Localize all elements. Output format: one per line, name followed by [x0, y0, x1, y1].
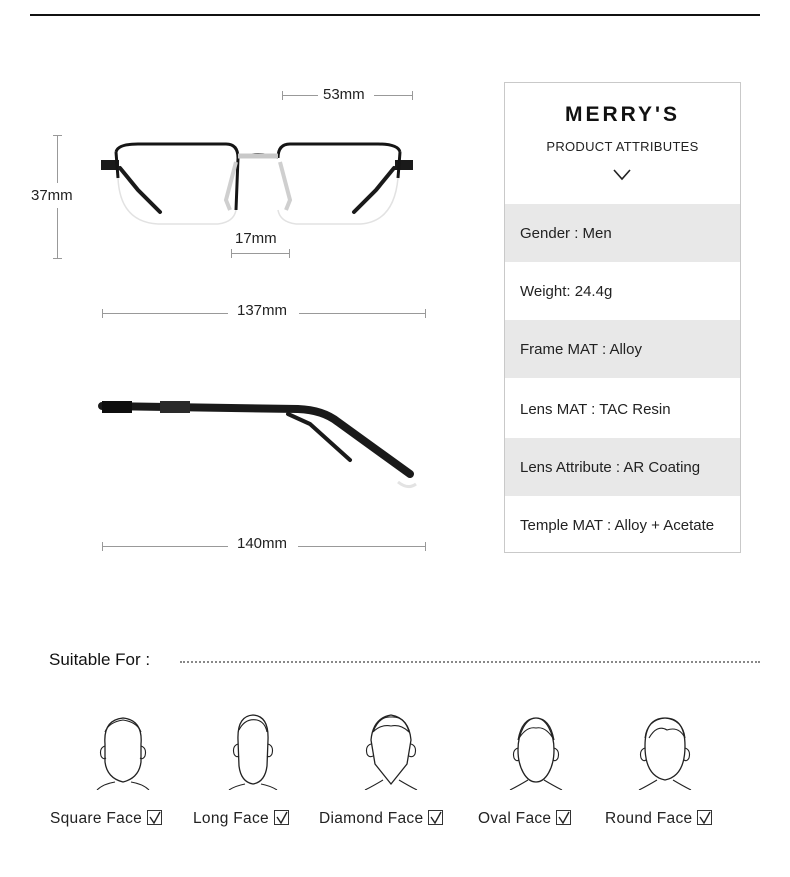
- face-label-text: Square Face: [50, 810, 143, 827]
- lens-width-tick-right: [412, 91, 413, 100]
- face-label-oval: [478, 810, 571, 828]
- attribute-row-lens-attribute: Lens Attribute : AR Coating: [505, 438, 740, 496]
- frame-width-label: 137mm: [237, 302, 288, 319]
- face-label-square: [50, 810, 162, 828]
- bridge-line: [231, 253, 289, 254]
- face-label-text: Long Face: [193, 810, 269, 827]
- temple-length-label: 140mm: [237, 535, 288, 552]
- lens-width-line-left: [282, 95, 318, 96]
- frame-width-tick-left: [102, 309, 103, 318]
- frame-width-line-left: [102, 313, 228, 314]
- lens-height-tick-top: [53, 135, 62, 136]
- face-label-text: Round Face: [605, 810, 693, 827]
- checkmark-icon: [697, 810, 712, 825]
- lens-width-label: 53mm: [323, 86, 365, 103]
- temple-length-line-right: [298, 546, 425, 547]
- checkmark-icon: [556, 810, 571, 825]
- lens-height-label: 37mm: [31, 187, 73, 204]
- face-label-text: Diamond Face: [319, 810, 424, 827]
- chevron-down-icon: [613, 169, 631, 181]
- suitable-for-title: Suitable For :: [49, 650, 151, 669]
- bridge-label: 17mm: [235, 230, 277, 247]
- long-face-icon: [223, 710, 283, 790]
- attribute-row-gender: Gender : Men: [505, 204, 740, 262]
- diamond-face-icon: [361, 710, 421, 790]
- attribute-row-frame-mat: Frame MAT : Alloy: [505, 320, 740, 378]
- attribute-row-weight: Weight: 24.4g: [520, 282, 613, 300]
- glasses-side-illustration: [98, 394, 418, 492]
- dotted-divider: [180, 661, 760, 663]
- checkmark-icon: [147, 810, 162, 825]
- brand-logo: MERRY'S: [564, 103, 681, 126]
- product-attributes-panel: [504, 82, 741, 553]
- temple-length-line-left: [102, 546, 228, 547]
- face-label-round: [605, 810, 712, 828]
- checkmark-icon: [428, 810, 443, 825]
- frame-width-line-right: [299, 313, 425, 314]
- top-divider: [30, 14, 760, 16]
- lens-height-line-bottom: [57, 208, 58, 258]
- attributes-subtitle: PRODUCT ATTRIBUTES: [546, 139, 699, 154]
- face-label-text: Oval Face: [478, 810, 552, 827]
- temple-length-tick-right: [425, 542, 426, 551]
- glasses-front-illustration: [98, 138, 418, 228]
- attribute-row-temple-mat: Temple MAT : Alloy + Acetate: [520, 516, 715, 534]
- lens-width-line-right: [374, 95, 412, 96]
- face-label-diamond: [319, 810, 443, 828]
- lens-width-tick-left: [282, 91, 283, 100]
- bridge-tick-left: [231, 249, 232, 258]
- square-face-icon: [93, 710, 153, 790]
- face-label-long: [193, 810, 289, 828]
- temple-length-tick-left: [102, 542, 103, 551]
- lens-height-line-top: [57, 135, 58, 183]
- round-face-icon: [635, 710, 695, 790]
- bridge-tick-right: [289, 249, 290, 258]
- checkmark-icon: [274, 810, 289, 825]
- frame-width-tick-right: [425, 309, 426, 318]
- oval-face-icon: [506, 710, 566, 790]
- lens-height-tick-bottom: [53, 258, 62, 259]
- attribute-row-lens-mat: Lens MAT : TAC Resin: [520, 400, 671, 418]
